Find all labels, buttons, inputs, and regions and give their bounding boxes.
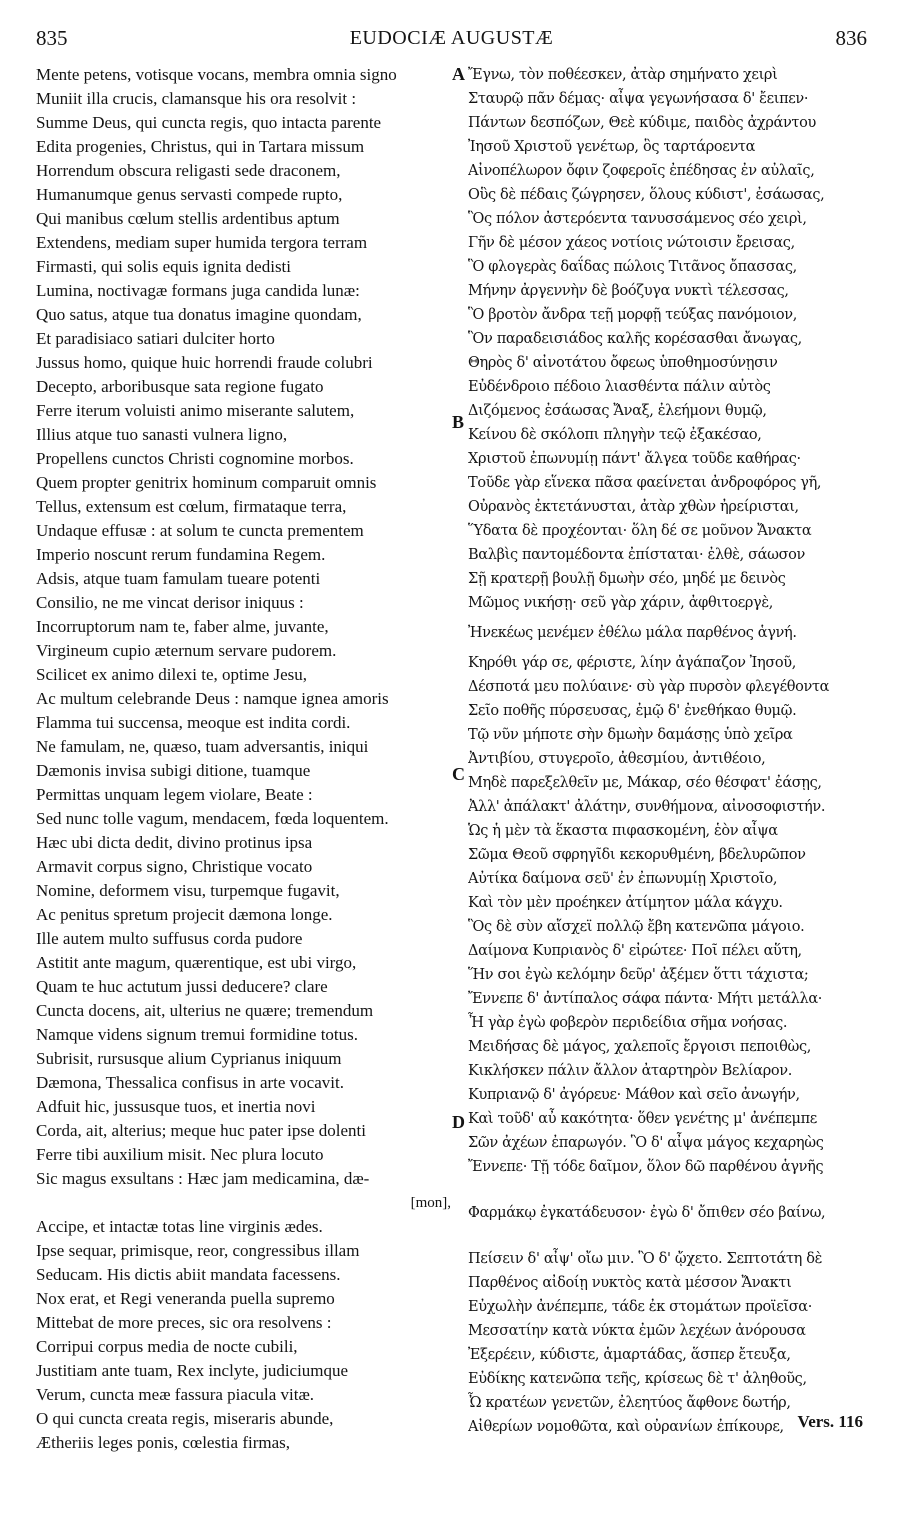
running-title: EUDOCIÆ AUGUSTÆ: [349, 27, 554, 49]
greek-line: Διζόμενος ἐσάωσας Ἄναξ, ἐλεήμονι θυμῷ,: [468, 403, 767, 419]
margin-marker-b: B: [452, 412, 465, 432]
latin-line: Virgineum cupio æternum servare pudorem.: [36, 641, 337, 660]
latin-line: Armavit corpus signo, Christique vocato: [36, 857, 313, 876]
latin-line: Flamma tui succensa, meoque est indita cordi.: [36, 713, 351, 732]
latin-line: Ipse sequar, primisque, reor, congressibus illam: [36, 1241, 360, 1260]
latin-line: Undaque effusæ : at solum te cuncta prementem: [36, 521, 364, 540]
latin-line: Justitiam ante tuam, Rex inclyte, judiciumque: [36, 1361, 349, 1380]
greek-line: Εὐχωλὴν ἀνέπεμπε, τάδε ἐκ στομάτων προϊεῖσα·: [468, 1299, 812, 1315]
latin-line: Scilicet ex animo dilexi te, optime Jesu,: [36, 665, 307, 684]
latin-line: Verum, cuncta meæ fassura piacula vitæ.: [36, 1385, 315, 1404]
latin-line: Et paradisiaco satiari dulciter horto: [36, 329, 275, 348]
latin-line: Seducam. His dictis abiit mandata facessens.: [36, 1265, 341, 1284]
latin-line: Nomine, deformem visu, turpemque fugavit,: [36, 881, 340, 900]
latin-column: [36, 63, 451, 1455]
greek-line: Εὐδένδροιο πέδοιο λιασθέντα πάλιν αὐτὸς: [468, 379, 771, 395]
greek-line: Σῇ κρατερῇ βουλῇ δμωὴν σέο, μηδέ με δεινὸς: [468, 571, 786, 587]
latin-line: Corda, ait, alterius; meque huc pater ipse dolenti: [36, 1121, 366, 1140]
greek-line: Ἀντιβίου, στυγεροῖο, ἀθεσμίου, ἀντιθέοιο,: [468, 751, 766, 767]
latin-line: Ille autem multo suffusus corda pudore: [36, 929, 303, 948]
latin-line: Corripui corpus media de nocte cubili,: [36, 1337, 298, 1356]
greek-line: Σταυρῷ πᾶν δέμας· αἶψα γεγωνήσασα δ' ἔειπεν·: [468, 91, 809, 107]
latin-line: Subrisit, rursusque alium Cyprianus iniquum: [36, 1049, 342, 1068]
verse-count: Vers. 116: [797, 1412, 863, 1431]
latin-line: Adsis, atque tuam famulam tueare potenti: [36, 569, 321, 588]
page-number-right: 836: [835, 26, 867, 50]
latin-line: Imperio noscunt rerum fundamina Regem.: [36, 545, 326, 564]
greek-line: Ἐξερέειν, κύδιστε, ἁμαρτάδας, ἅσπερ ἔτευξα,: [468, 1347, 791, 1363]
greek-line: Τῷ νῦν μήποτε σὴν δμωὴν δαμάσῃς ὑπὸ χεῖρα: [468, 727, 793, 743]
latin-line: Namque videns signum tremui formidine totus.: [36, 1025, 359, 1044]
latin-line: Quo satus, atque tua donatus imagine quondam,: [36, 305, 362, 324]
latin-line: Incorruptorum nam te, faber alme, juvante,: [36, 617, 329, 636]
latin-line: Ferre tibi auxilium misit. Nec plura locuto: [36, 1145, 324, 1164]
greek-line: Ἔννεπε δ' ἀντίπαλος σάφα πάντα· Μήτι μετάλλα·: [468, 991, 823, 1007]
greek-line: Ἔγνω, τὸν ποθέεσκεν, ἀτὰρ σημήνατο χειρὶ: [468, 67, 778, 83]
greek-line: Πείσειν δ' αἶψ' οἴω μιν. Ὃ δ' ᾤχετο. Σεπτοτάτη δὲ: [468, 1251, 823, 1267]
latin-line: Dæmona, Thessalica confisus in arte vocavit.: [36, 1073, 344, 1092]
latin-line: Lumina, noctivagæ formans juga candida lunæ:: [36, 281, 360, 300]
greek-line: Κυπριανῷ δ' ἀγόρευε· Μάθον καὶ σεῖο ἀνωγήν,: [468, 1087, 800, 1103]
latin-line: O qui cuncta creata regis, miseraris abunde,: [36, 1409, 334, 1428]
latin-line: Permittas unquam legem violare, Beate :: [36, 785, 313, 804]
margin-marker-a: A: [452, 64, 465, 84]
latin-line: Quam te huc actutum jussi deducere? clare: [36, 977, 328, 996]
margin-marker-c: C: [452, 764, 465, 784]
greek-line: Ἀλλ' ἀπάλακτ' ἀλάτην, συνθήμονα, αἰνοσοφιστήν.: [468, 799, 826, 815]
greek-line: Σῶμα Θεοῦ σφρηγῖδι κεκορυθμένη, βδελυρῶπον: [468, 847, 806, 863]
greek-line: Αἰνοπέλωρον ὄφιν ζοφεροῖς ἐπέδησας ἐν αὐλαῖς,: [468, 163, 815, 179]
page-number-left: 835: [36, 26, 68, 50]
latin-line: Qui manibus cœlum stellis ardentibus aptum: [36, 209, 340, 228]
latin-line: Extendens, mediam super humida tergora terram: [36, 233, 368, 252]
latin-line: Dæmonis invisa subigi ditione, tuamque: [36, 761, 311, 780]
greek-line: Ὃν παραδεισιάδος καλῆς κορέσασθαι ἄνωγας,: [468, 331, 802, 347]
latin-line: Sic magus exsultans : Hæc jam medicamina, dæ-: [36, 1169, 370, 1188]
latin-line: Ætheriis leges ponis, cœlestia firmas,: [36, 1433, 291, 1452]
latin-line: Jussus homo, quique huic horrendi fraude colubri: [36, 353, 373, 372]
latin-line: Summe Deus, qui cuncta regis, quo intacta parente: [36, 113, 382, 132]
latin-line: Adfuit hic, jussusque tuos, et inertia novi: [36, 1097, 316, 1116]
greek-line: Μήνην ἀργεννὴν δὲ βοόζυγα νυκτὶ τέλεσσας,: [468, 283, 789, 299]
greek-column: [468, 63, 873, 1439]
latin-line: Astitit ante magum, quærentique, est ubi virgo,: [36, 953, 357, 972]
greek-line: Παρθένος αἰδοίῃ νυκτὸς κατὰ μέσσον Ἄνακτι: [468, 1275, 792, 1291]
latin-line: Ferre iterum voluisti animo miserante salutem,: [36, 401, 355, 420]
latin-line: Cuncta docens, ait, ulterius ne quære; tremendum: [36, 1001, 374, 1020]
latin-line: Mittebat de more preces, sic ora resolvens :: [36, 1313, 332, 1332]
greek-line: Γῆν δὲ μέσον χάεος νοτίοις νώτοισιν ἔρεισας,: [468, 235, 795, 251]
latin-line: Muniit illa crucis, clamansque his ora resolvit :: [36, 89, 357, 108]
greek-line: Καὶ τοῦδ' αὖ κακότητα· ὅθεν γενέτης μ' ἀνέπεμπε: [468, 1111, 817, 1127]
greek-line: Δαίμονα Κυπριανὸς δ' εἰρώτεε· Ποῖ πέλει αὕτη,: [468, 943, 802, 959]
greek-line: Μηδὲ παρεξελθεῖν με, Μάκαρ, σέο θέσφατ' ἐάσῃς,: [468, 775, 822, 791]
latin-line: Nox erat, et Regi veneranda puella supremo: [36, 1289, 335, 1308]
latin-line: Sed nunc tolle vagum, mendacem, fœda loquentem.: [36, 809, 389, 828]
greek-line: Οὐρανὸς ἐκτετάνυσται, ἀτὰρ χθὼν ἠρείρισται,: [468, 499, 799, 515]
greek-line: Ἰησοῦ Χριστοῦ γενέτωρ, ὃς ταρτάροεντα: [468, 139, 756, 155]
margin-marker-d: D: [452, 1112, 465, 1132]
latin-line: Edita progenies, Christus, qui in Tartara missum: [36, 137, 365, 156]
greek-line: Κηρόθι γάρ σε, φέριστε, λίην ἀγάπαζον Ἰησοῦ,: [468, 655, 797, 671]
latin-line: Ac multum celebrande Deus : namque ignea amoris: [36, 689, 389, 708]
latin-line: Accipe, et intactæ totas line virginis ædes.: [36, 1217, 323, 1236]
latin-line: Decepto, arboribusque sata regione fugato: [36, 377, 324, 396]
latin-line: Consilio, ne me vincat derisor iniquus :: [36, 593, 304, 612]
greek-line: Αἰθερίων νομοθῶτα, καὶ οὐρανίων ἐπίκουρε,: [468, 1419, 784, 1435]
latin-line: Illius atque tuo sanasti vulnera ligno,: [36, 425, 288, 444]
latin-line: Mente petens, votisque vocans, membra omnia signo: [36, 65, 397, 84]
greek-line: Εὐδίκης κατενῶπα τεῆς, κρίσεως δὲ τ' ἀληθοῦς,: [468, 1371, 807, 1387]
greek-line: Ὡς ἡ μὲν τὰ ἕκαστα πιφασκομένη, ἑὸν αἶψα: [468, 823, 778, 839]
greek-line: Μεσσατίην κατὰ νύκτα ἐμῶν λεχέων ἀνόρουσα: [468, 1323, 806, 1339]
greek-line: Τοῦδε γὰρ εἵνεκα πᾶσα φαείνεται ἀνδροφόρος γῆ,: [468, 475, 822, 491]
greek-line: Ὃ βροτὸν ἄνδρα τεῇ μορφῇ τεύξας πανόμοιον,: [468, 307, 798, 323]
greek-line: Κείνου δὲ σκόλοπι πληγὴν τεῷ ἐξακέσαο,: [468, 427, 762, 443]
greek-line: Σῶν ἀχέων ἐπαρωγόν. Ὃ δ' αἶψα μάγος κεχαρηὼς: [468, 1135, 824, 1151]
latin-line-continuation: [mon],: [410, 1195, 451, 1211]
greek-line: Σεῖο ποθῆς πύρσευσας, ἐμῷ δ' ἐνεθήκαο θυμῷ.: [468, 703, 797, 719]
latin-line: Horrendum obscura religasti sede draconem,: [36, 161, 341, 180]
greek-line: Ἠνεκέως μενέμεν ἐθέλω μάλα παρθένος ἁγνή.: [468, 625, 797, 641]
greek-line: Βαλβὶς παντομέδοντα ἐπίσταται· ἐλθὲ, σάωσον: [468, 547, 805, 563]
greek-line: Μῶμος νικήσῃ· σεῦ γὰρ χάριν, ἀφθιτοεργὲ,: [468, 595, 774, 611]
latin-line: Hæc ubi dicta dedit, divino protinus ipsa: [36, 833, 313, 852]
latin-line: Ne famulam, ne, quæso, tuam adversantis, iniqui: [36, 737, 369, 756]
greek-line: Θηρὸς δ' αἰνοτάτου ὄφεως ὑποθημοσύνῃσιν: [468, 355, 778, 371]
greek-line: Οὓς δὲ πέδαις ζώγρησεν, ὅλους κύδιστ', ἐσάωσας,: [468, 187, 825, 203]
greek-line: Ὦ κρατέων γενετῶν, ἐλεητύος ἄφθονε δωτήρ,: [468, 1395, 791, 1411]
greek-line: Ὕδατα δὲ προχέονται· ὅλη δέ σε μοῦνον Ἄνακτα: [468, 523, 812, 539]
greek-line: Πάντων δεσπόζων, Θεὲ κύδιμε, παιδὸς ἀχράντου: [468, 115, 816, 131]
latin-line: Ac penitus spretum projecit dæmona longe.: [36, 905, 333, 924]
greek-line: Ὃς πόλον ἀστερόεντα τανυσσάμενος σέο χειρὶ,: [468, 211, 807, 227]
latin-line: Humanumque genus servasti compede rupto,: [36, 185, 343, 204]
greek-line: Ὃ φλογερὰς δαΐδας πώλοις Τιτᾶνος ὄπασσας,: [468, 259, 797, 275]
greek-line: Ἔννεπε· Τῇ τόδε δαῖμον, ὅλον δῶ παρθένου ἁγνῆς: [468, 1159, 824, 1175]
greek-line: Αὐτίκα δαίμονα σεῦ' ἐν ἐπωνυμίῃ Χριστοῖο,: [468, 871, 778, 887]
greek-line: Ἥν σοι ἐγὼ κελόμην δεῦρ' ἀξέμεν ὅττι τάχιστα;: [468, 967, 809, 983]
latin-line: Quem propter genitrix hominum comparuit omnis: [36, 473, 377, 492]
latin-line: Tellus, extensum est cœlum, firmataque terra,: [36, 497, 347, 516]
greek-line: Χριστοῦ ἐπωνυμίῃ πάντ' ἄλγεα τοῦδε καθήρας·: [468, 451, 801, 467]
greek-line: Ἦ γὰρ ἐγὼ φοβερὸν περιδείδια σῆμα νοήσας.: [468, 1015, 788, 1031]
greek-line: Δέσποτά μευ πολύαινε· σὺ γὰρ πυρσὸν φλεγέθοντα: [468, 679, 830, 695]
greek-line: Καὶ τὸν μὲν προέηκεν ἀτίμητον μάλα κάγχυ.: [468, 895, 783, 911]
greek-line: Κικλήσκεν πάλιν ἄλλον ἀταρτηρὸν Βελίαρον.: [468, 1063, 792, 1079]
greek-line: Ὃς δὲ σὺν αἴσχεϊ πολλῷ ἔβη κατενῶπα μάγοιο.: [468, 919, 805, 935]
greek-line: Μειδήσας δὲ μάγος, χαλεποῖς ἔργοισι πεποιθὼς,: [468, 1039, 812, 1055]
latin-line: Firmasti, qui solis equis ignita dedisti: [36, 257, 291, 276]
latin-line: Propellens cunctos Christi cognomine morbos.: [36, 449, 354, 468]
greek-line: Φαρμάκῳ ἐγκατάδευσον· ἐγὼ δ' ὄπιθεν σέο βαίνω,: [468, 1205, 826, 1221]
